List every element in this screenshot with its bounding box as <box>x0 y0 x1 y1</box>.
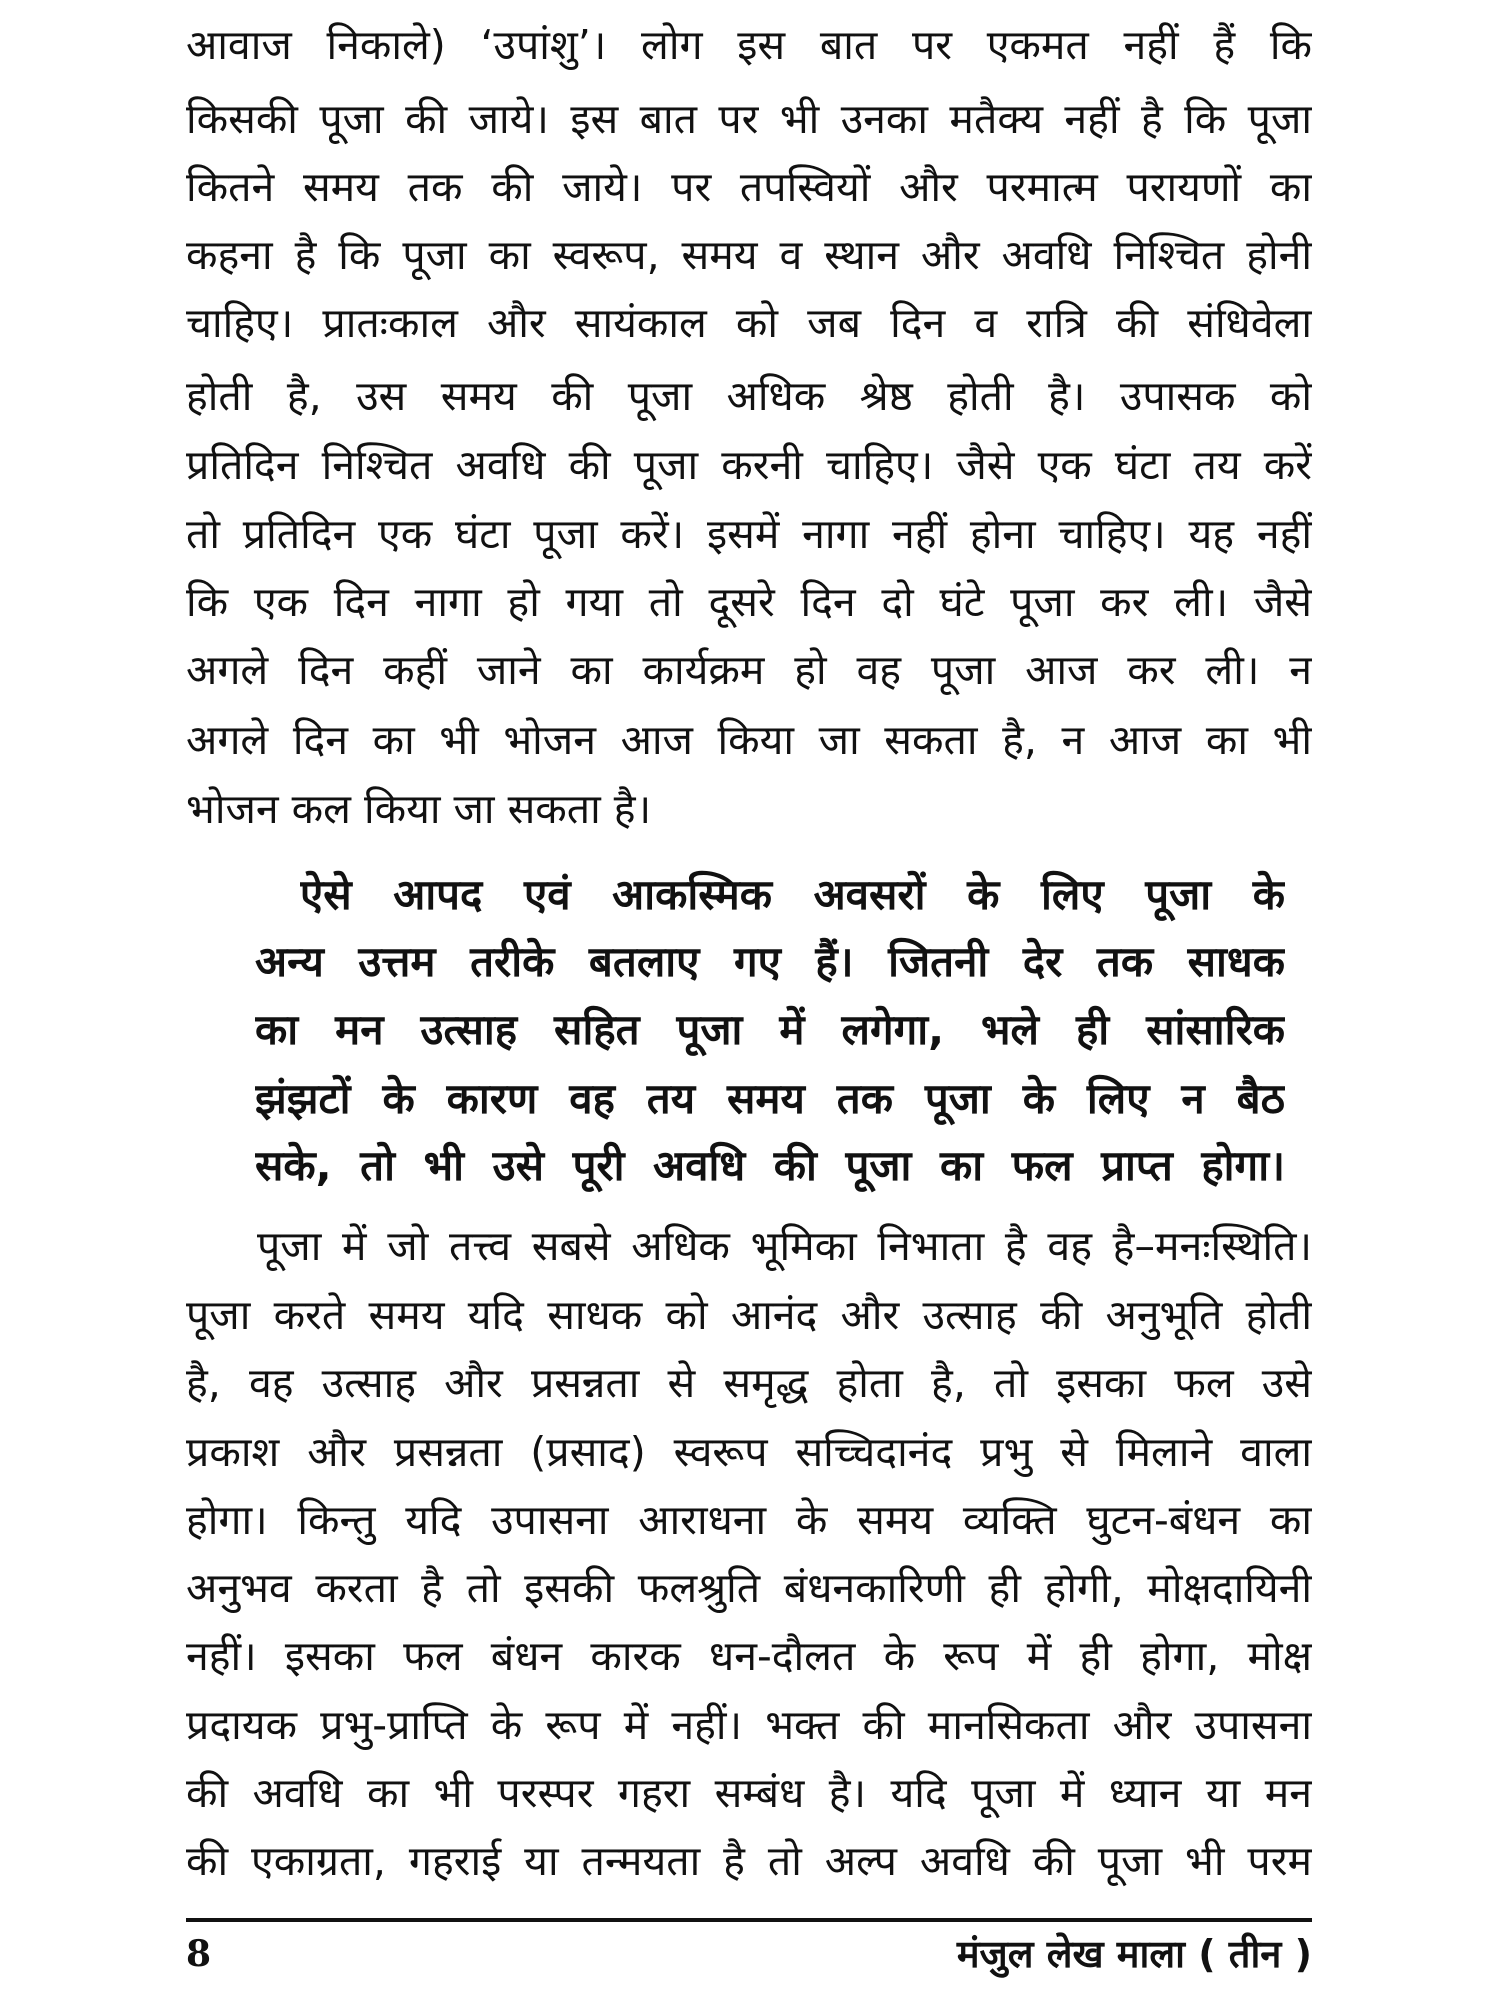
paragraph-1-line: कितने समय तक की जाये। पर तपस्वियों और परमात्म परायणों का <box>186 163 1312 211</box>
running-title: मंजुल लेख माला ( तीन ) <box>956 1932 1312 1976</box>
paragraph-2-line: की अवधि का भी परस्पर गहरा सम्बंध है। यदि पूजा में ध्यान या मन <box>186 1769 1312 1817</box>
paragraph-2-line: पूजा करते समय यदि साधक को आनंद और उत्साह की अनुभूति होती <box>186 1291 1312 1339</box>
highlight-quote-line: झंझटों के कारण वह तय समय तक पूजा के लिए न बैठ <box>255 1074 1285 1123</box>
paragraph-1-line: भोजन कल किया जा सकता है। <box>186 785 652 833</box>
paragraph-1-line: कहना है कि पूजा का स्वरूप, समय व स्थान और अवधि निश्चित होनी <box>186 231 1312 279</box>
paragraph-1-line: कि एक दिन नागा हो गया तो दूसरे दिन दो घंटे पूजा कर ली। जैसे <box>186 578 1312 626</box>
paragraph-1-line: तो प्रतिदिन एक घंटा पूजा करें। इसमें नागा नहीं होना चाहिए। यह नहीं <box>186 510 1312 558</box>
paragraph-2-line: होगा। किन्तु यदि उपासना आराधना के समय व्यक्ति घुटन-बंधन का <box>186 1496 1312 1544</box>
highlight-quote-line: सके, तो भी उसे पूरी अवधि की पूजा का फल प्राप्त होगा। <box>255 1141 1285 1190</box>
paragraph-2-line: अनुभव करता है तो इसकी फलश्रुति बंधनकारिणी ही होगी, मोक्षदायिनी <box>186 1564 1312 1612</box>
page-number: 8 <box>186 1933 212 1975</box>
paragraph-1-line: आवाज निकाले) ‘उपांशु’। लोग इस बात पर एकमत नहीं हैं कि <box>186 21 1312 69</box>
paragraph-1-line: होती है, उस समय की पूजा अधिक श्रेष्ठ होती है। उपासक को <box>186 372 1312 420</box>
paragraph-2-line: की एकाग्रता, गहराई या तन्मयता है तो अल्प अवधि की पूजा भी परम <box>186 1837 1312 1885</box>
paragraph-1-line: अगले दिन का भी भोजन आज किया जा सकता है, न आज का भी <box>186 716 1312 764</box>
paragraph-1-line: अगले दिन कहीं जाने का कार्यक्रम हो वह पूजा आज कर ली। न <box>186 646 1312 694</box>
paragraph-2-line: नहीं। इसका फल बंधन कारक धन-दौलत के रूप में ही होगा, मोक्ष <box>186 1632 1312 1680</box>
paragraph-2-line: प्रकाश और प्रसन्नता (प्रसाद) स्वरूप सच्चिदानंद प्रभु से मिलाने वाला <box>186 1428 1312 1476</box>
footer-rule <box>186 1918 1312 1922</box>
highlight-quote-line: ऐसे आपद एवं आकस्मिक अवसरों के लिए पूजा के <box>300 870 1285 919</box>
highlight-quote-line: अन्य उत्तम तरीके बतलाए गए हैं। जितनी देर तक साधक <box>255 937 1285 986</box>
paragraph-1-line: प्रतिदिन निश्चित अवधि की पूजा करनी चाहिए। जैसे एक घंटा तय करें <box>186 441 1312 489</box>
paragraph-1-line: चाहिए। प्रातःकाल और सायंकाल को जब दिन व रात्रि की संधिवेला <box>186 299 1312 347</box>
paragraph-2-line: है, वह उत्साह और प्रसन्नता से समृद्ध होता है, तो इसका फल उसे <box>186 1359 1312 1407</box>
highlight-quote-line: का मन उत्साह सहित पूजा में लगेगा, भले ही सांसारिक <box>255 1005 1285 1054</box>
paragraph-2-line: पूजा में जो तत्त्व सबसे अधिक भूमिका निभाता है वह है–मनःस्थिति। <box>257 1222 1312 1270</box>
paragraph-1-line: किसकी पूजा की जाये। इस बात पर भी उनका मतैक्य नहीं है कि पूजा <box>186 95 1312 143</box>
paragraph-2-line: प्रदायक प्रभु-प्राप्ति के रूप में नहीं। भक्त की मानसिकता और उपासना <box>186 1701 1312 1749</box>
